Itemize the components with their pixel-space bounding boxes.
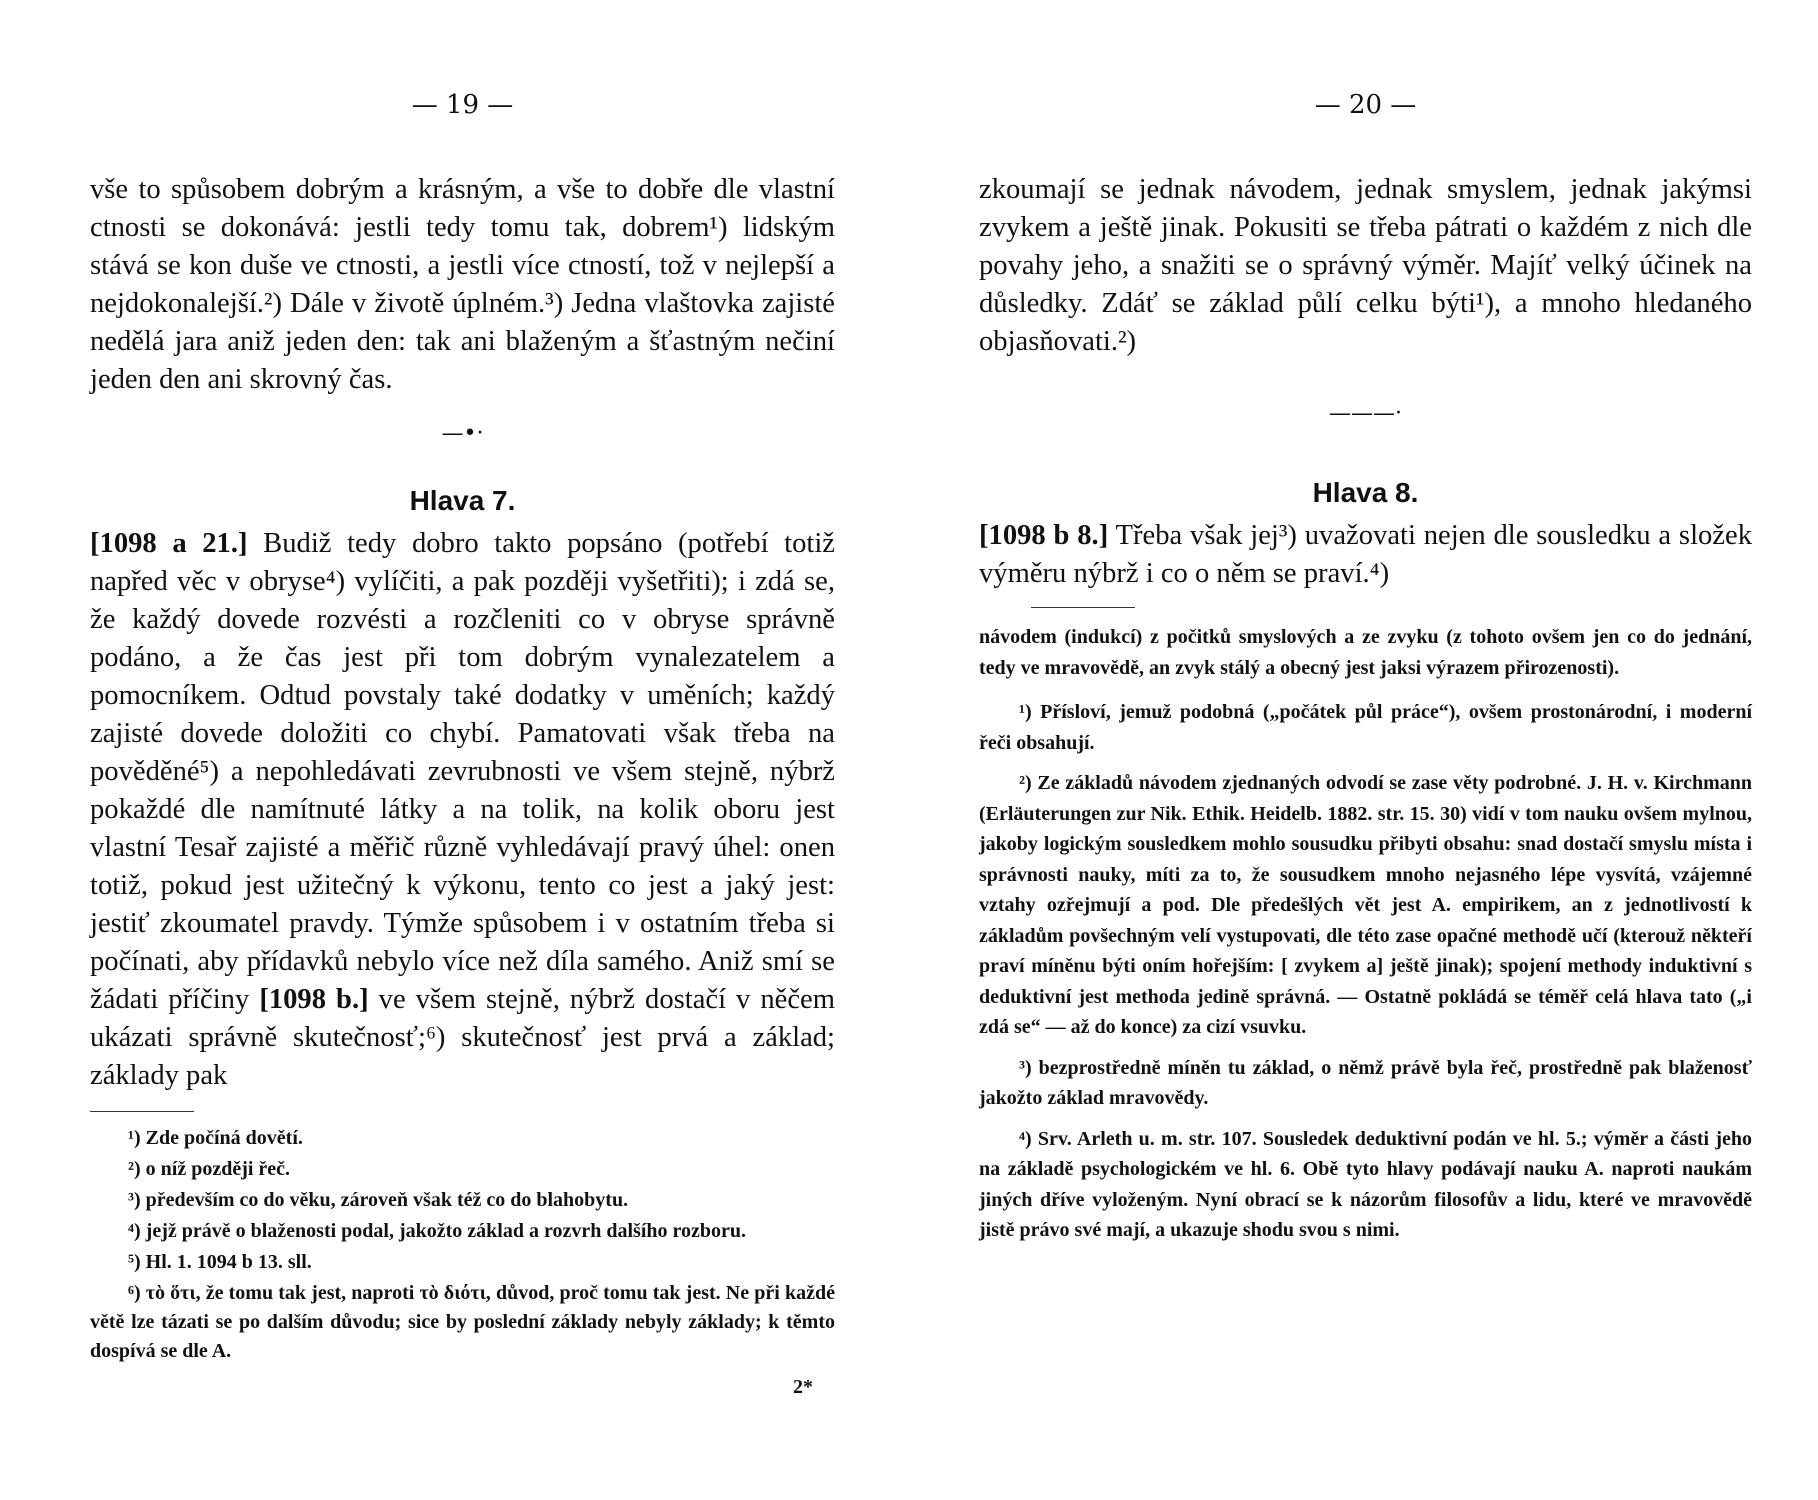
footnote: ⁶) τὸ ὅτι, že tomu tak jest, naproti τὸ διότι, důvod, proč tomu tak jest. Ne při každé větě lze tázati se po dalším důvodu; sice by poslední základy nebyly základy; k těmto dospívá se dle A. bbox=[90, 1282, 835, 1362]
footnote: ²) Ze základů návodem zjednaných odvodí se zase věty podrobné. J. H. v. Kirchmann (Erläuterungen zur Nik. Ethik. Heidelb. 1882. str. 15. 30) vidí v tom nauku ovšem mylnou, jakoby logickým sousledkem mohlo sousudku přibyti obsahu: snad dostačí smyslu místa i správnosti nauky, míti za to, že sousudkem mnoho nejasného lépe vysvítá, vzájemné vztahy ozřejmují a pod. Dle předešlých vět jest A. empirikem, an z jednotlivostí k základům povšechným velí vystupovati, dle této zase opačné methodě učí (kterouž někteří praví míněnu býti oním hořejším: [ zvykem a] ještě jinak); spojení methody induktivní s deduktivní jest methoda jedině správná. — Ostatně pokládá se téměř celá hlava tato („i zdá se“ — až do konce) za cizí vsuvku. bbox=[979, 772, 1752, 1038]
page-number: — 19 — bbox=[411, 90, 514, 120]
page-number: — 20 — bbox=[1314, 90, 1417, 120]
footnote-rule bbox=[90, 1111, 194, 1112]
footnote: ³) bezprostředně míněn tu základ, o němž právě byla řeč, prostředně pak blaženosť jakožto základ mravovědy. bbox=[979, 1056, 1752, 1109]
chapter-text: Budiž tedy dobro takto popsáno (potřebí totiž napřed věc v obryse⁴) vylíčiti, a pak později vyšetřiti); i zdá se, že každý dovede rozvésti a rozčleniti co v obryse správně podáno, a že čas jest při tom dobrým vynalezatelem a pomocníkem. Odtud povstaly také dodatky v uměních; každý zajisté dovede doložiti co chybí. Pamatovati však třeba na pověděné⁵) a nepohledávati zevrubnosti ve všem stejně, nýbrž pokaždé dle namítnuté látky a na tolik, na kolik oboru jest vlastní Tesař zajisté a měřič různě vyhledávají pravý úhel: onen totiž, pokud jest užitečný k výkonu, tento co jest a jaký jest: jestiť zkoumatel pravdy. Týmže spůsobem i v ostatním třeba si počínati, aby přídavků nebylo více než díla samého. Aniž smí se žádati příčiny bbox=[90, 528, 835, 1015]
footnote: ¹) Přísloví, jemuž podobná („počátek půl práce“), ovšem prostonárodní, i moderní řeči obsahují. bbox=[979, 701, 1752, 754]
footnotes bbox=[90, 1124, 835, 1366]
signature-mark: 2* bbox=[793, 1376, 813, 1398]
intro-paragraph: zkoumají se jednak návodem, jednak smyslem, jednak jakýmsi zvykem a ještě jinak. Pokusiti se třeba pátrati o každém z nich dle povahy jeho, a snažiti se o správný výměr. Majíť velký účinek na důsledky. Zdáť se základ půlí celku býti¹), a mnoho hledaného objasňovati.²) bbox=[979, 174, 1752, 357]
chapter-text: ve všem stejně, nýbrž dostačí v něčem ukázati správně skutečnosť;⁶) skutečnosť jest prvá a základ; základy pak bbox=[90, 984, 835, 1091]
footnote: ⁴) jejž právě o blaženosti podal, jakožto základ a rozvrh dalšího rozboru. bbox=[128, 1220, 747, 1242]
chapter-paragraph bbox=[979, 517, 1752, 593]
bekker-reference: [1098 a 21.] bbox=[90, 528, 248, 559]
footnote: ⁴) Srv. Arleth u. m. str. 107. Sousledek deduktivní podán ve hl. 5.; výměr a části jeho na základě psychologickém ve hl. 6. Obě tyto hlavy podávají nauku A. naproti naukám jiných dříve vyloženým. Nyní obrací se k názorům filosofův a lidu, které ve mravovědě jistě právo své mají, a ukazuje shodu svou s nimi. bbox=[979, 1127, 1752, 1241]
bekker-reference: [1098 b.] bbox=[259, 984, 369, 1015]
footnote: ⁵) Hl. 1. 1094 b 13. sll. bbox=[128, 1251, 312, 1273]
footnotes bbox=[979, 622, 1752, 1246]
section-ornament: ———· bbox=[1329, 401, 1402, 426]
chapter-heading: Hlava 7. bbox=[409, 485, 516, 516]
chapter-heading: Hlava 8. bbox=[1312, 477, 1419, 508]
intro-paragraph: vše to spůsobem dobrým a krásným, a vše to dobře dle vlastní ctnosti se dokonává: jestli tedy tomu tak, dobrem¹) lidským stává se kon duše ve ctnosti, a jestli více ctností, tož v nejlepší a nejdokonalejší.²) Dále v životě úplném.³) Jedna vlaštovka zajisté nedělá jara aniž jeden den: tak ani blaženým a šťastným nečiní jeden den ani skrovný čas. bbox=[90, 174, 835, 395]
section-ornament: —•· bbox=[441, 421, 484, 446]
footnote-rule bbox=[1031, 607, 1135, 608]
footnote-continuation: návodem (indukcí) z počitků smyslových a ze zvyku (z tohoto ovšem jen co do jednání, tedy ve mravovědě, an zvyk stálý a obecný jest jaksi výrazem přirozenosti). bbox=[979, 626, 1752, 679]
footnote: ³) především co do věku, zároveň však též co do blahobytu. bbox=[128, 1189, 629, 1211]
footnote: ¹) Zde počíná dovětí. bbox=[128, 1127, 303, 1149]
footnote: ²) o níž později řeč. bbox=[128, 1158, 291, 1180]
chapter-text: Třeba však jej³) uvažovati nejen dle sousledku a složek výměru nýbrž i co o něm se praví.⁴) bbox=[979, 520, 1752, 589]
chapter-paragraph bbox=[90, 525, 835, 1095]
right-page bbox=[909, 0, 1818, 1500]
bekker-reference: [1098 b 8.] bbox=[979, 520, 1109, 551]
